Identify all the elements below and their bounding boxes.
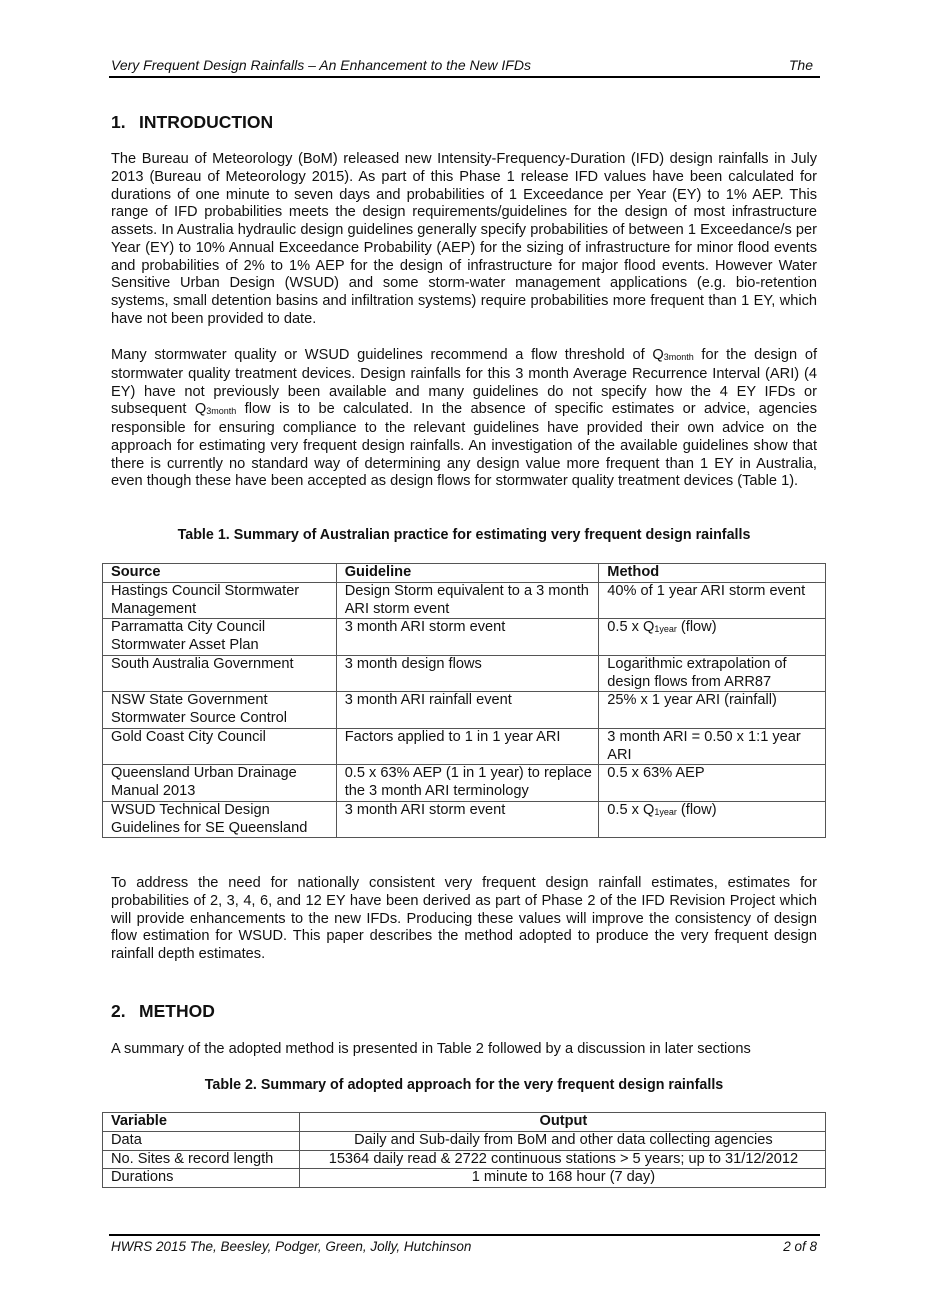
intro-paragraph-1: The Bureau of Meteorology (BoM) released new Intensity-Frequency-Duration (IFD) design rainfalls in July 2013 (Bureau of Meteorology 2015). As part of this Phase 1 release IFD values have been calculated for durations of one minute to seven days and probabilities of 1 Exceedance per Year (EY) to 1% AEP. This range of IFD probabilities meets the design requirements/guidelines for the design of most infrastructure assets. In Australia hydraulic design guidelines generally specify probabilities of between 1 Exceedance/s per Year (EY) to 10% Annual Exceedance Probability (AEP) for the sizing of infrastructure for minor flood events and probabilities of 2% to 1% AEP for the design of infrastructure for major flood events. However Water Sensitive Urban Design (WSUD) and some storm-water management applications (e.g. bio-retention systems, small detention basins and infiltration systems) require probabilities more frequent than 1 EY, which have not been provided to date. [111, 151, 817, 327]
text: 0.5 x Q [607, 619, 655, 636]
cell-method: 3 month ARI = 0.50 x 1:1 year ARI [599, 728, 826, 765]
table1-caption: Table 1. Summary of Australian practice for estimating very frequent design rainfalls [177, 527, 751, 543]
section-number: 2. [111, 1001, 126, 1021]
column-header: Guideline [336, 564, 599, 583]
table-row [103, 1131, 826, 1150]
cell-method: 0.5 x 63% AEP [599, 765, 826, 802]
cell-method [599, 801, 826, 838]
cell-method: 25% x 1 year ARI (rainfall) [599, 692, 826, 729]
section-title: INTRODUCTION [139, 112, 274, 132]
column-header: Method [599, 564, 826, 583]
cell-output: 1 minute to 168 hour (7 day) [299, 1169, 825, 1188]
cell-source: NSW State Government Stormwater Source Control [103, 692, 337, 729]
table-row [103, 728, 826, 765]
text: for the design of stormwater quality treatment devices. Design rainfalls for this 3 month Average Recurrence Interval (ARI) (4 EY) have not previously been available and many guidelines do not specify how the 4 EY IFDs or subsequent Q [111, 347, 818, 418]
table-row [103, 1169, 826, 1188]
column-header: Source [103, 564, 337, 583]
subscript: 1year [654, 806, 677, 817]
cell-guideline: Factors applied to 1 in 1 year ARI [336, 728, 599, 765]
intro-paragraph-3: To address the need for nationally consistent very frequent design rainfall estimates, estimates for probabilities of 2, 3, 4, 6, and 12 EY have been derived as part of Phase 2 of the IFD Revision Project which will provide enhancements to the new IFDs. Producing these values will improve the consistency of design flow estimation for WSUD. This paper describes the method adopted to produce the very frequent design rainfall depth estimates. [111, 875, 817, 962]
table-row [103, 801, 826, 838]
cell-variable: No. Sites & record length [103, 1150, 300, 1169]
page-number: 2 of 8 [783, 1239, 817, 1254]
cell-output: Daily and Sub-daily from BoM and other data collecting agencies [299, 1131, 825, 1150]
header-title: Very Frequent Design Rainfalls – An Enhancement to the New IFDs [111, 57, 531, 73]
cell-guideline: 3 month ARI storm event [336, 619, 599, 656]
header-rule [109, 76, 820, 78]
table-header-row [103, 1113, 826, 1132]
intro-paragraph-2 [111, 347, 817, 491]
cell-source: Gold Coast City Council [103, 728, 337, 765]
text: Many stormwater quality or WSUD guidelines recommend a flow threshold of Q [111, 347, 664, 363]
cell-guideline: 3 month ARI rainfall event [336, 692, 599, 729]
table-row [103, 655, 826, 692]
table-row [103, 1150, 826, 1169]
cell-guideline: 0.5 x 63% AEP (1 in 1 year) to replace the 3 month ARI terminology [336, 765, 599, 802]
cell-guideline: Design Storm equivalent to a 3 month ARI storm event [336, 582, 599, 619]
table2-caption: Table 2. Summary of adopted approach for the very frequent design rainfalls [204, 1077, 724, 1093]
cell-source: Queensland Urban Drainage Manual 2013 [103, 765, 337, 802]
cell-source: South Australia Government [103, 655, 337, 692]
cell-guideline: 3 month ARI storm event [336, 801, 599, 838]
cell-variable: Data [103, 1131, 300, 1150]
column-header: Variable [103, 1113, 300, 1132]
cell-output: 15364 daily read & 2722 continuous stations > 5 years; up to 31/12/2012 [299, 1150, 825, 1169]
cell-method: Logarithmic extrapolation of design flows from ARR87 [599, 655, 826, 692]
cell-source: Parramatta City Council Stormwater Asset Plan [103, 619, 337, 656]
section-title: METHOD [139, 1001, 215, 1021]
cell-source: WSUD Technical Design Guidelines for SE Queensland [103, 801, 337, 838]
section-heading-method [111, 1001, 215, 1022]
section-number: 1. [111, 112, 126, 132]
table-row [103, 765, 826, 802]
section-heading-introduction [111, 112, 273, 133]
cell-source: Hastings Council Stormwater Management [103, 582, 337, 619]
subscript: 1year [654, 624, 677, 635]
cell-guideline: 3 month design flows [336, 655, 599, 692]
text: (flow) [676, 801, 717, 818]
table-row [103, 619, 826, 656]
footer-citation: HWRS 2015 The, Beesley, Podger, Green, Jolly, Hutchinson [111, 1239, 472, 1254]
table1 [102, 563, 826, 838]
table-header-row [103, 564, 826, 583]
text: (flow) [676, 619, 717, 636]
footer-rule [109, 1234, 820, 1236]
cell-method [599, 619, 826, 656]
subscript: 3month [663, 352, 694, 362]
text: flow is to be calculated. In the absence of specific estimates or advice, agencies responsible for ensuring compliance to the relevant guidelines have provided their own advice on the approach for estimating very frequent design rainfalls. An investigation of the available guidelines show that there is currently no standard way of determining any design value more frequent than 1 EY in Australia, even though these have been accepted as design flows for stormwater quality treatment devices (Table 1). [111, 401, 817, 490]
header-author: The [788, 57, 813, 73]
method-paragraph-1: A summary of the adopted method is presented in Table 2 followed by a discussion in later sections [111, 1041, 751, 1057]
table-row [103, 692, 826, 729]
table-row [103, 582, 826, 619]
running-header [111, 57, 817, 75]
cell-variable: Durations [103, 1169, 300, 1188]
column-header: Output [299, 1113, 825, 1132]
table2 [102, 1112, 826, 1188]
cell-method: 40% of 1 year ARI storm event [599, 582, 826, 619]
subscript: 3month [206, 406, 237, 417]
text: 0.5 x Q [607, 801, 655, 818]
